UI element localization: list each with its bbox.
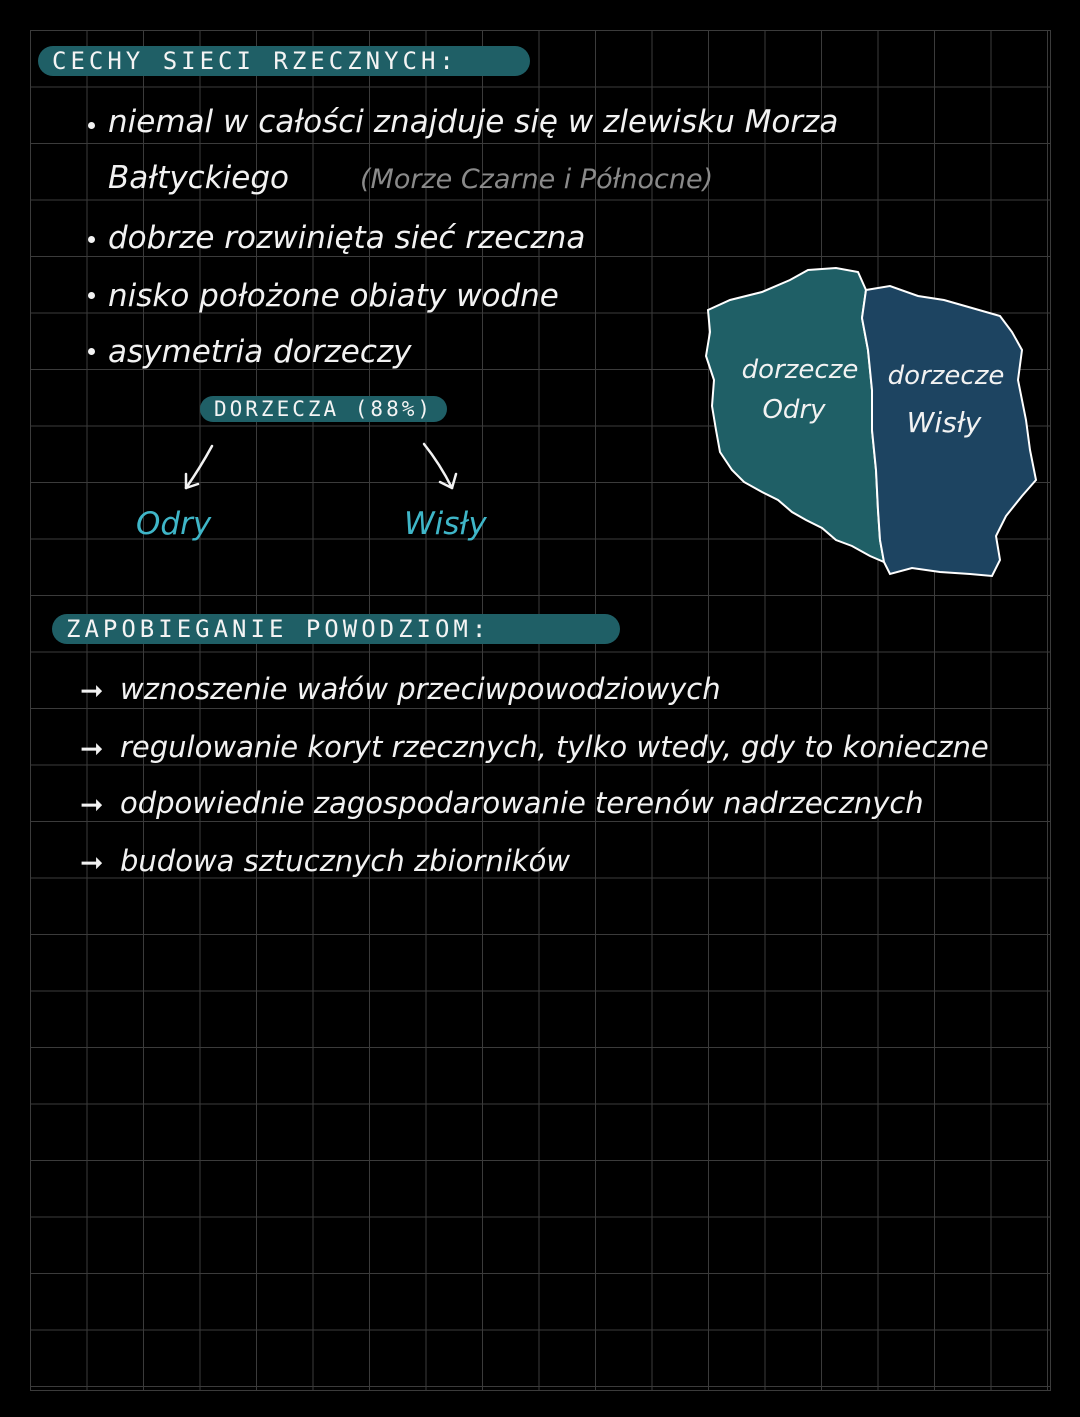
- bullet-item-2: dobrze rozwinięta sieć rzeczna: [108, 220, 586, 256]
- bullet-item-1-note: (Morze Czarne i Północne): [360, 164, 714, 195]
- map-label-wisla-1: dorzecze: [887, 361, 1005, 391]
- bullet-item-1-continuation: Bałtyckiego: [108, 160, 289, 196]
- branch-label-wisly: Wisły: [404, 506, 487, 542]
- map-label-odra-2: Odry: [762, 395, 826, 425]
- branch-label-odry: Odry: [136, 506, 212, 542]
- section-title-flood: [52, 614, 620, 644]
- bullet-item-1: niemal w całości znajduje się w zlewisku Morza: [108, 104, 839, 140]
- map-label-wisla-2: Wisły: [906, 406, 982, 439]
- section-title-flood-text: ZAPOBIEGANIE POWODZIOM:: [66, 615, 491, 643]
- arrow-right-icon: ➞: [80, 788, 104, 821]
- flood-item-3: odpowiednie zagospodarowanie terenów nadrzecznych: [120, 786, 924, 820]
- section-title-rivers-text: CECHY SIECI RZECZNYCH:: [52, 47, 458, 75]
- map-label-odra-1: dorzecze: [741, 355, 859, 385]
- flood-item-1: wznoszenie wałów przeciwpowodziowych: [120, 672, 721, 706]
- arrow-right-icon: ➞: [80, 732, 104, 765]
- flood-item-4: budowa sztucznych zbiorników: [120, 844, 571, 878]
- dorzecza-badge-text: DORZECZA (88%): [214, 397, 434, 421]
- arrow-right-icon: ➞: [80, 674, 104, 707]
- flood-item-2: regulowanie koryt rzecznych, tylko wtedy, gdy to konieczne: [120, 730, 989, 764]
- arrow-right-icon: ➞: [80, 846, 104, 879]
- bullet-item-3: nisko położone obiaty wodne: [108, 278, 559, 314]
- bullet-item-4: asymetria dorzeczy: [108, 334, 412, 370]
